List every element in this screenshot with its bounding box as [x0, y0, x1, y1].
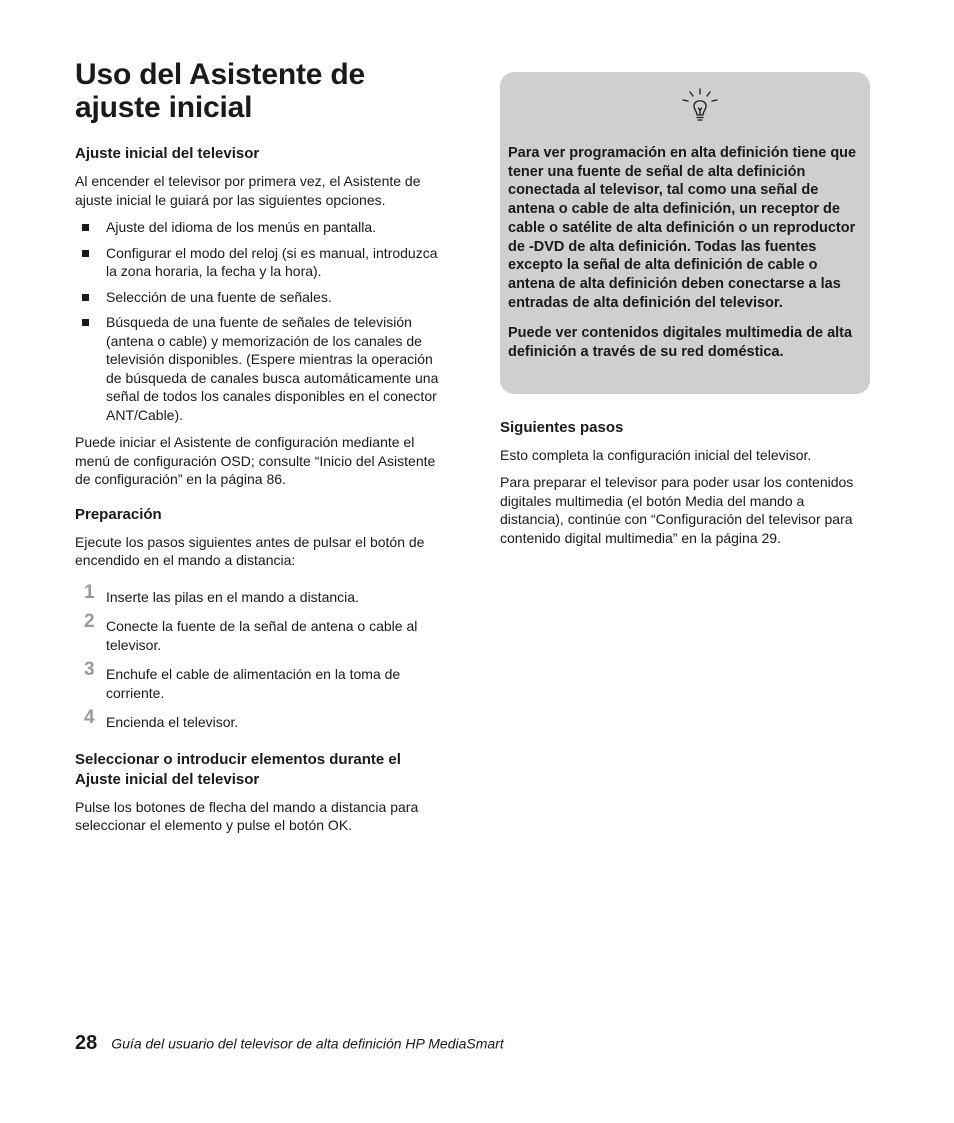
section-heading-initial-setup: Ajuste inicial del televisor	[75, 145, 260, 162]
page-number: 28	[75, 1032, 98, 1054]
section-heading-select-elements: Seleccionar o introducir elementos durante el Ajuste inicial del televisor	[75, 750, 401, 788]
list-item-text: Ajuste del idioma de los menús en pantalla.	[106, 219, 377, 235]
step-item	[75, 611, 445, 654]
tip-icon-wrap	[520, 86, 880, 130]
page-footer	[75, 1032, 775, 1055]
page-title: Uso del Asistente de ajuste inicial	[75, 58, 365, 124]
right-column	[500, 72, 870, 556]
step-number: 1	[84, 581, 95, 603]
list-item	[75, 218, 445, 237]
list-item	[75, 288, 445, 307]
bullet-square-icon	[82, 319, 89, 326]
next-steps-paragraph-1: Esto completa la configuración inicial del televisor.	[500, 446, 812, 463]
left-column	[75, 58, 445, 844]
step-text: Enchufe el cable de alimentación en la toma de corriente.	[106, 666, 401, 701]
bullet-square-icon	[82, 224, 89, 231]
step-number: 3	[84, 659, 95, 680]
list-item-text: Búsqueda de una fuente de señales de televisión (antena o cable) y memorización de los canales de televisión disponibles. (Espere mientras la operación de búsqueda de canales busca automáticamente una señal de todos los canales disponibles en el conector ANT/Cable).	[106, 314, 439, 423]
tip-paragraph-1: Para ver programación en alta definición tiene que tener una fuente de señal de alta definición conectada al televisor, tal como una señal de antena o cable de alta definición, un receptor de cable o satélite de alta definición o un reproductor de -DVD de alta definición. Todas las fuentes excepto la señal de alta definición de cable o antena de alta definición deben conectarse a las entradas de alta definición del televisor.	[508, 145, 857, 311]
initial-setup-intro: Al encender el televisor por primera vez, el Asistente de ajuste inicial le guiará por las siguientes opciones.	[75, 173, 421, 208]
preparation-intro: Ejecute los pasos siguientes antes de pulsar el botón de encendido en el mando a distancia:	[75, 533, 425, 568]
step-item	[75, 659, 445, 702]
section-heading-preparation: Preparación	[75, 505, 162, 523]
step-number: 2	[84, 611, 95, 632]
list-item-text: Selección de una fuente de señales.	[106, 288, 332, 305]
select-elements-body: Pulse los botones de flecha del mando a distancia para seleccionar el elemento y pulse el botón OK.	[75, 798, 419, 833]
bullet-square-icon	[82, 294, 89, 301]
tip-box	[500, 72, 870, 394]
options-list	[75, 218, 445, 424]
list-item	[75, 244, 445, 281]
lightbulb-icon	[678, 86, 722, 126]
next-steps-paragraph-2: Para preparar el televisor para poder usar los contenidos digitales multimedia (el botón Media del mando a distancia), continúe con “Configuración del televisor para contenido digital multimedia” en la página 29.	[500, 474, 854, 546]
step-text: Conecte la fuente de la señal de antena o cable al televisor.	[106, 618, 418, 653]
steps-list	[75, 581, 445, 732]
list-item	[75, 313, 445, 424]
step-text: Inserte las pilas en el mando a distancia.	[106, 588, 359, 605]
list-item-text: Configurar el modo del reloj (si es manual, introduzca la zona horaria, la fecha y la hora).	[106, 244, 438, 279]
tip-paragraph-2: Puede ver contenidos digitales multimedia de alta definición a través de su red doméstica.	[508, 325, 853, 361]
step-text: Encienda el televisor.	[106, 714, 239, 730]
step-item	[75, 581, 445, 607]
step-item	[75, 707, 445, 732]
bullet-square-icon	[82, 250, 89, 257]
section-heading-next-steps: Siguientes pasos	[500, 418, 624, 436]
step-number: 4	[84, 707, 95, 728]
initial-setup-outro: Puede iniciar el Asistente de configuración mediante el menú de configuración OSD; consulte “Inicio del Asistente de configuración” en la página 86.	[75, 434, 436, 487]
footer-text: Guía del usuario del televisor de alta definición HP MediaSmart	[111, 1035, 504, 1052]
